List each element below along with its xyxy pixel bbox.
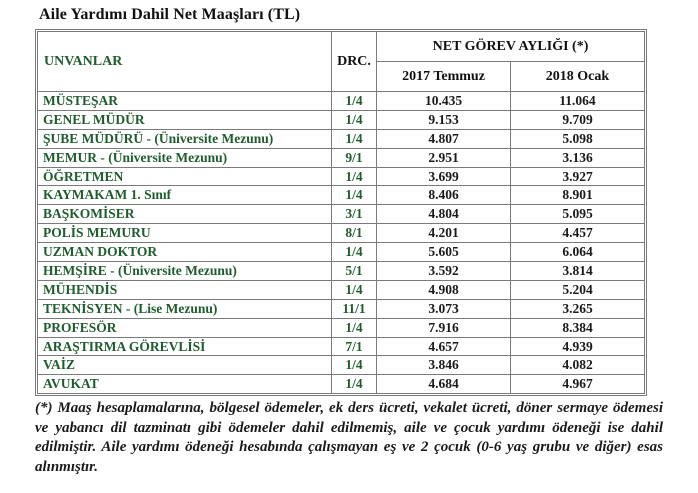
cell-title: MÜHENDİS xyxy=(38,280,332,299)
table-row xyxy=(38,337,645,356)
table-row xyxy=(38,356,645,375)
cell-2018-ocak: 5.204 xyxy=(511,280,645,299)
footnote: (*) Maaş hesaplamalarına, bölgesel ödemeler, ek ders ücreti, vekalet ücreti, döner sermaye ödemesi ve yabancı dil tazminatı gibi ödemeler dahil edilmemiş, aile ve çocuk yardımı ödeneği ise dahil edilmiştir. Aile yardımı ödeneği hesabında çalışmayan eş ve 2 çocuk (0-6 yaş grubu ve diğer) esas alınmıştır. xyxy=(35,400,663,475)
cell-2017-temmuz: 4.804 xyxy=(377,205,511,224)
cell-2018-ocak: 4.457 xyxy=(511,224,645,243)
cell-2017-temmuz: 7.916 xyxy=(377,318,511,337)
cell-title: PROFESÖR xyxy=(38,318,332,337)
cell-2017-temmuz: 3.073 xyxy=(377,299,511,318)
table-body xyxy=(38,92,645,394)
cell-2017-temmuz: 4.807 xyxy=(377,129,511,148)
cell-2017-temmuz: 4.908 xyxy=(377,280,511,299)
cell-degree: 3/1 xyxy=(332,205,377,224)
cell-2018-ocak: 9.709 xyxy=(511,110,645,129)
table-row xyxy=(38,243,645,262)
cell-title: KAYMAKAM 1. Sınıf xyxy=(38,186,332,205)
cell-degree: 1/4 xyxy=(332,375,377,394)
table-row xyxy=(38,129,645,148)
cell-title: MÜSTEŞAR xyxy=(38,92,332,111)
table-row xyxy=(38,224,645,243)
cell-degree: 11/1 xyxy=(332,299,377,318)
cell-2018-ocak: 8.901 xyxy=(511,186,645,205)
cell-degree: 7/1 xyxy=(332,337,377,356)
table-row xyxy=(38,110,645,129)
cell-title: MEMUR - (Üniversite Mezunu) xyxy=(38,148,332,167)
cell-2017-temmuz: 4.657 xyxy=(377,337,511,356)
cell-2017-temmuz: 2.951 xyxy=(377,148,511,167)
header-net-gorev-ayligi: NET GÖREV AYLIĞI (*) xyxy=(377,32,645,62)
cell-2017-temmuz: 4.684 xyxy=(377,375,511,394)
cell-degree: 5/1 xyxy=(332,262,377,281)
cell-title: ŞUBE MÜDÜRÜ - (Üniversite Mezunu) xyxy=(38,129,332,148)
cell-2018-ocak: 11.064 xyxy=(511,92,645,111)
cell-2017-temmuz: 4.201 xyxy=(377,224,511,243)
table-row xyxy=(38,92,645,111)
cell-degree: 1/4 xyxy=(332,129,377,148)
header-unvanlar: UNVANLAR xyxy=(38,32,332,92)
cell-2017-temmuz: 3.846 xyxy=(377,356,511,375)
table-row xyxy=(38,148,645,167)
cell-title: ÖĞRETMEN xyxy=(38,167,332,186)
cell-2018-ocak: 8.384 xyxy=(511,318,645,337)
cell-2018-ocak: 4.967 xyxy=(511,375,645,394)
cell-2018-ocak: 5.095 xyxy=(511,205,645,224)
cell-degree: 8/1 xyxy=(332,224,377,243)
cell-2018-ocak: 6.064 xyxy=(511,243,645,262)
cell-2017-temmuz: 5.605 xyxy=(377,243,511,262)
cell-title: AVUKAT xyxy=(38,375,332,394)
cell-2018-ocak: 4.939 xyxy=(511,337,645,356)
cell-title: POLİS MEMURU xyxy=(38,224,332,243)
cell-2018-ocak: 3.136 xyxy=(511,148,645,167)
cell-2018-ocak: 5.098 xyxy=(511,129,645,148)
cell-degree: 1/4 xyxy=(332,110,377,129)
salary-table xyxy=(35,29,647,396)
header-2018-ocak: 2018 Ocak xyxy=(511,62,645,92)
cell-2018-ocak: 3.814 xyxy=(511,262,645,281)
cell-2017-temmuz: 10.435 xyxy=(377,92,511,111)
header-drc: DRC. xyxy=(332,32,377,92)
table-header-row-1 xyxy=(38,32,645,62)
salary-table-grid xyxy=(37,31,645,394)
cell-title: TEKNİSYEN - (Lise Mezunu) xyxy=(38,299,332,318)
table-row xyxy=(38,167,645,186)
table-row xyxy=(38,186,645,205)
table-row xyxy=(38,318,645,337)
cell-degree: 1/4 xyxy=(332,280,377,299)
cell-2018-ocak: 4.082 xyxy=(511,356,645,375)
cell-title: BAŞKOMİSER xyxy=(38,205,332,224)
cell-degree: 1/4 xyxy=(332,92,377,111)
cell-degree: 9/1 xyxy=(332,148,377,167)
cell-degree: 1/4 xyxy=(332,186,377,205)
cell-degree: 1/4 xyxy=(332,318,377,337)
table-row xyxy=(38,299,645,318)
table-row xyxy=(38,262,645,281)
cell-2017-temmuz: 8.406 xyxy=(377,186,511,205)
table-row xyxy=(38,205,645,224)
cell-2017-temmuz: 3.592 xyxy=(377,262,511,281)
cell-degree: 1/4 xyxy=(332,167,377,186)
cell-title: GENEL MÜDÜR xyxy=(38,110,332,129)
table-row xyxy=(38,280,645,299)
cell-2018-ocak: 3.265 xyxy=(511,299,645,318)
cell-title: ARAŞTIRMA GÖREVLİSİ xyxy=(38,337,332,356)
page-title: Aile Yardımı Dahil Net Maaşları (TL) xyxy=(39,6,301,23)
cell-title: VAİZ xyxy=(38,356,332,375)
cell-2018-ocak: 3.927 xyxy=(511,167,645,186)
cell-degree: 1/4 xyxy=(332,356,377,375)
cell-title: UZMAN DOKTOR xyxy=(38,243,332,262)
table-header xyxy=(38,32,645,92)
cell-2017-temmuz: 9.153 xyxy=(377,110,511,129)
cell-degree: 1/4 xyxy=(332,243,377,262)
cell-title: HEMŞİRE - (Üniversite Mezunu) xyxy=(38,262,332,281)
cell-2017-temmuz: 3.699 xyxy=(377,167,511,186)
table-row xyxy=(38,375,645,394)
header-2017-temmuz: 2017 Temmuz xyxy=(377,62,511,92)
